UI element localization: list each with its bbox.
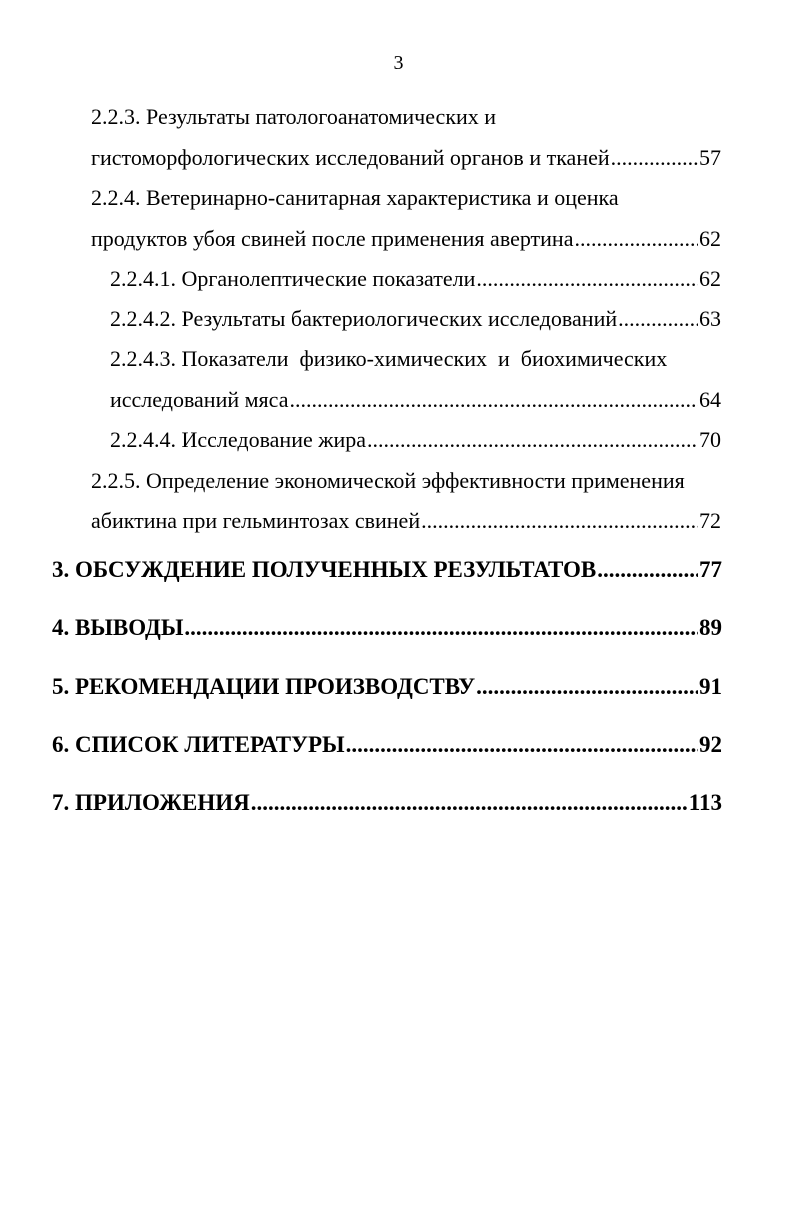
toc-section-3 xyxy=(52,556,722,584)
toc-entry-2-2-4-4 xyxy=(110,426,721,454)
toc-section-title: 7. ПРИЛОЖЕНИЯ xyxy=(52,790,250,815)
dot-leader xyxy=(251,789,688,817)
toc-page-number: 113 xyxy=(688,790,722,815)
toc-entry-title: абиктина при гельминтозах свиней xyxy=(91,508,421,533)
dot-leader xyxy=(476,265,698,293)
toc-page-number: 63 xyxy=(699,306,721,331)
toc-entry-2-2-4 xyxy=(91,225,721,253)
toc-page-number: 64 xyxy=(699,387,721,412)
toc-page-number: 62 xyxy=(699,226,721,251)
toc-entry-title: 2.2.4.1. Органолептические показатели xyxy=(110,266,476,291)
toc-page-number: 89 xyxy=(699,615,722,640)
toc-section-title: 5. РЕКОМЕНДАЦИИ ПРОИЗВОДСТВУ xyxy=(52,674,476,699)
toc-page-number: 77 xyxy=(699,557,722,582)
toc-entry-2-2-4-3 xyxy=(110,386,721,414)
toc-page-number: 72 xyxy=(699,508,721,533)
toc-page-number: 91 xyxy=(699,674,722,699)
toc-entry-title: гистоморфологических исследований органов и тканей xyxy=(91,145,610,170)
toc-entry-title: 2.2.4.4. Исследование жира xyxy=(110,427,366,452)
toc-section-6 xyxy=(52,731,722,759)
toc-section-4 xyxy=(52,614,722,642)
toc-entry-title: продуктов убоя свиней после применения авертина xyxy=(91,226,574,251)
toc-section-7 xyxy=(52,789,722,817)
toc-entry-2-2-5-line1: 2.2.5. Определение экономической эффективности применения xyxy=(91,468,685,493)
toc-page-number: 70 xyxy=(699,427,721,452)
toc-section-title: 4. ВЫВОДЫ xyxy=(52,615,184,640)
toc-entry-2-2-4-line1: 2.2.4. Ветеринарно-санитарная характеристика и оценка xyxy=(91,185,619,210)
dot-leader xyxy=(611,144,698,172)
toc-entry-2-2-4-3-line1: 2.2.4.3. Показатели физико-химических и биохимических xyxy=(110,346,668,371)
toc-entry-2-2-4-2 xyxy=(110,305,721,333)
dot-leader xyxy=(476,673,698,701)
dot-leader xyxy=(618,305,698,333)
dot-leader xyxy=(346,731,698,759)
toc-entry-2-2-3-line1: 2.2.3. Результаты патологоанатомических и xyxy=(91,104,497,129)
dot-leader xyxy=(597,556,698,584)
toc-page-number: 62 xyxy=(699,266,721,291)
toc-entry-title: 2.2.4.2. Результаты бактериологических исследований xyxy=(110,306,618,331)
page-number: 3 xyxy=(393,52,404,74)
toc-entry-2-2-4-1 xyxy=(110,265,721,293)
dot-leader xyxy=(574,225,698,253)
toc-entry-title: исследований мяса xyxy=(110,387,289,412)
toc-section-title: 6. СПИСОК ЛИТЕРАТУРЫ xyxy=(52,732,345,757)
dot-leader xyxy=(367,426,698,454)
dot-leader xyxy=(421,507,698,535)
dot-leader xyxy=(289,386,698,414)
toc-page-number: 57 xyxy=(699,145,721,170)
dot-leader xyxy=(184,614,698,642)
toc-section-5 xyxy=(52,673,722,701)
toc-page-number: 92 xyxy=(699,732,722,757)
toc-entry-2-2-5 xyxy=(91,507,721,535)
toc-section-title: 3. ОБСУЖДЕНИЕ ПОЛУЧЕННЫХ РЕЗУЛЬТАТОВ xyxy=(52,557,597,582)
toc-entry-2-2-3 xyxy=(91,144,721,172)
